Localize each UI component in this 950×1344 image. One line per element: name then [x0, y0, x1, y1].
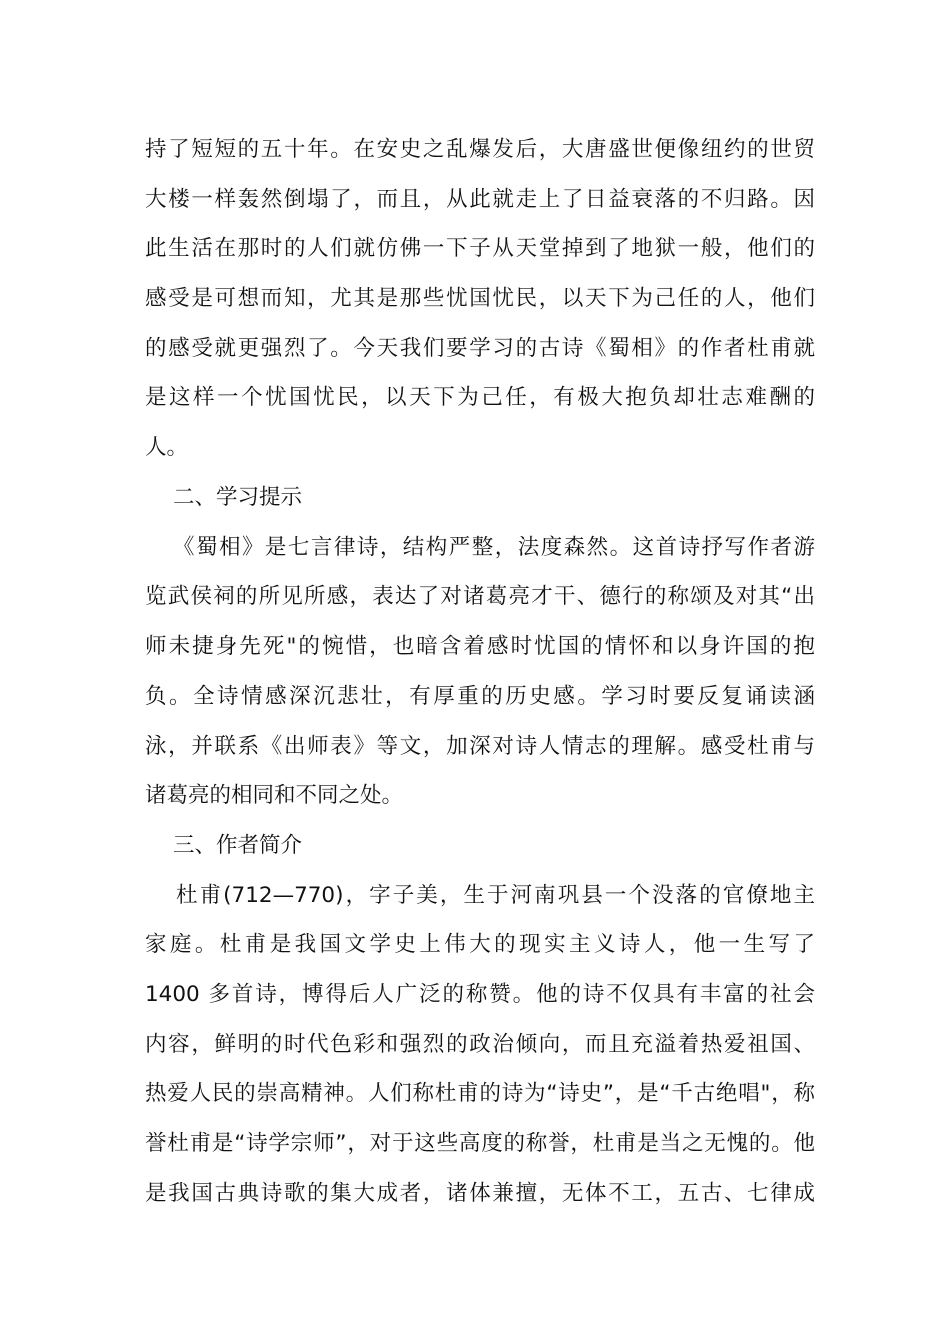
body-text-line: 是这样一个忧国忧民，以天下为己任，有极大抱负却壮志难酬的 — [145, 385, 815, 410]
body-text-line: 负。全诗情感深沉悲壮，有厚重的历史感。学习时要反复诵读涵 — [145, 684, 815, 709]
section-heading-author-intro: 三、作者简介 — [173, 833, 303, 858]
body-text-line: 内容，鲜明的时代色彩和强烈的政治倾向，而且充溢着热爱祖国、 — [145, 1032, 815, 1057]
body-text-line: 热爱人民的崇高精神。人们称杜甫的诗为“诗史”，是“千古绝唱"，称 — [145, 1081, 815, 1106]
body-text-line: 泳，并联系《出师表》等文，加深对诗人情志的理解。感受杜甫与 — [145, 734, 815, 759]
body-text-line: 此生活在那时的人们就仿佛一下子从天堂掉到了地狱一般，他们的 — [145, 236, 815, 261]
body-text-line: 师未捷身先死"的惋惜，也暗含着感时忧国的情怀和以身许国的抱 — [145, 634, 815, 659]
body-text-line: 的感受就更强烈了。今天我们要学习的古诗《蜀相》的作者杜甫就 — [145, 336, 815, 361]
body-text-line: 《蜀相》是七言律诗，结构严整，法度森然。这首诗抒写作者游 — [173, 535, 815, 560]
body-text-line: 杜甫(712—770)，字子美，生于河南巩县一个没落的官僚地主 — [176, 883, 815, 908]
body-text-line: 持了短短的五十年。在安史之乱爆发后，大唐盛世便像纽约的世贸 — [145, 137, 815, 162]
body-text-line: 览武侯祠的所见所感，表达了对诸葛亮才干、德行的称颂及对其“出 — [145, 584, 815, 609]
body-text-line: 大楼一样轰然倒塌了，而且，从此就走上了日益衰落的不归路。因 — [145, 187, 815, 212]
body-text-line: 诸葛亮的相同和不同之处。 — [145, 783, 404, 808]
body-text-line: 1400 多首诗，博得后人广泛的称赞。他的诗不仅具有丰富的社会 — [145, 982, 815, 1007]
body-text-line: 人。 — [145, 435, 189, 460]
body-text-line: 家庭。杜甫是我国文学史上伟大的现实主义诗人，他一生写了 — [145, 932, 815, 957]
body-text-line: 是我国古典诗歌的集大成者，诸体兼擅，无体不工，五古、七律成 — [145, 1181, 815, 1206]
body-text-line: 感受是可想而知，尤其是那些忧国忧民，以天下为己任的人，他们 — [145, 286, 815, 311]
section-heading-learning-tips: 二、学习提示 — [173, 485, 303, 510]
body-text-line: 誉杜甫是“诗学宗师”，对于这些高度的称誉，杜甫是当之无愧的。他 — [145, 1131, 815, 1156]
